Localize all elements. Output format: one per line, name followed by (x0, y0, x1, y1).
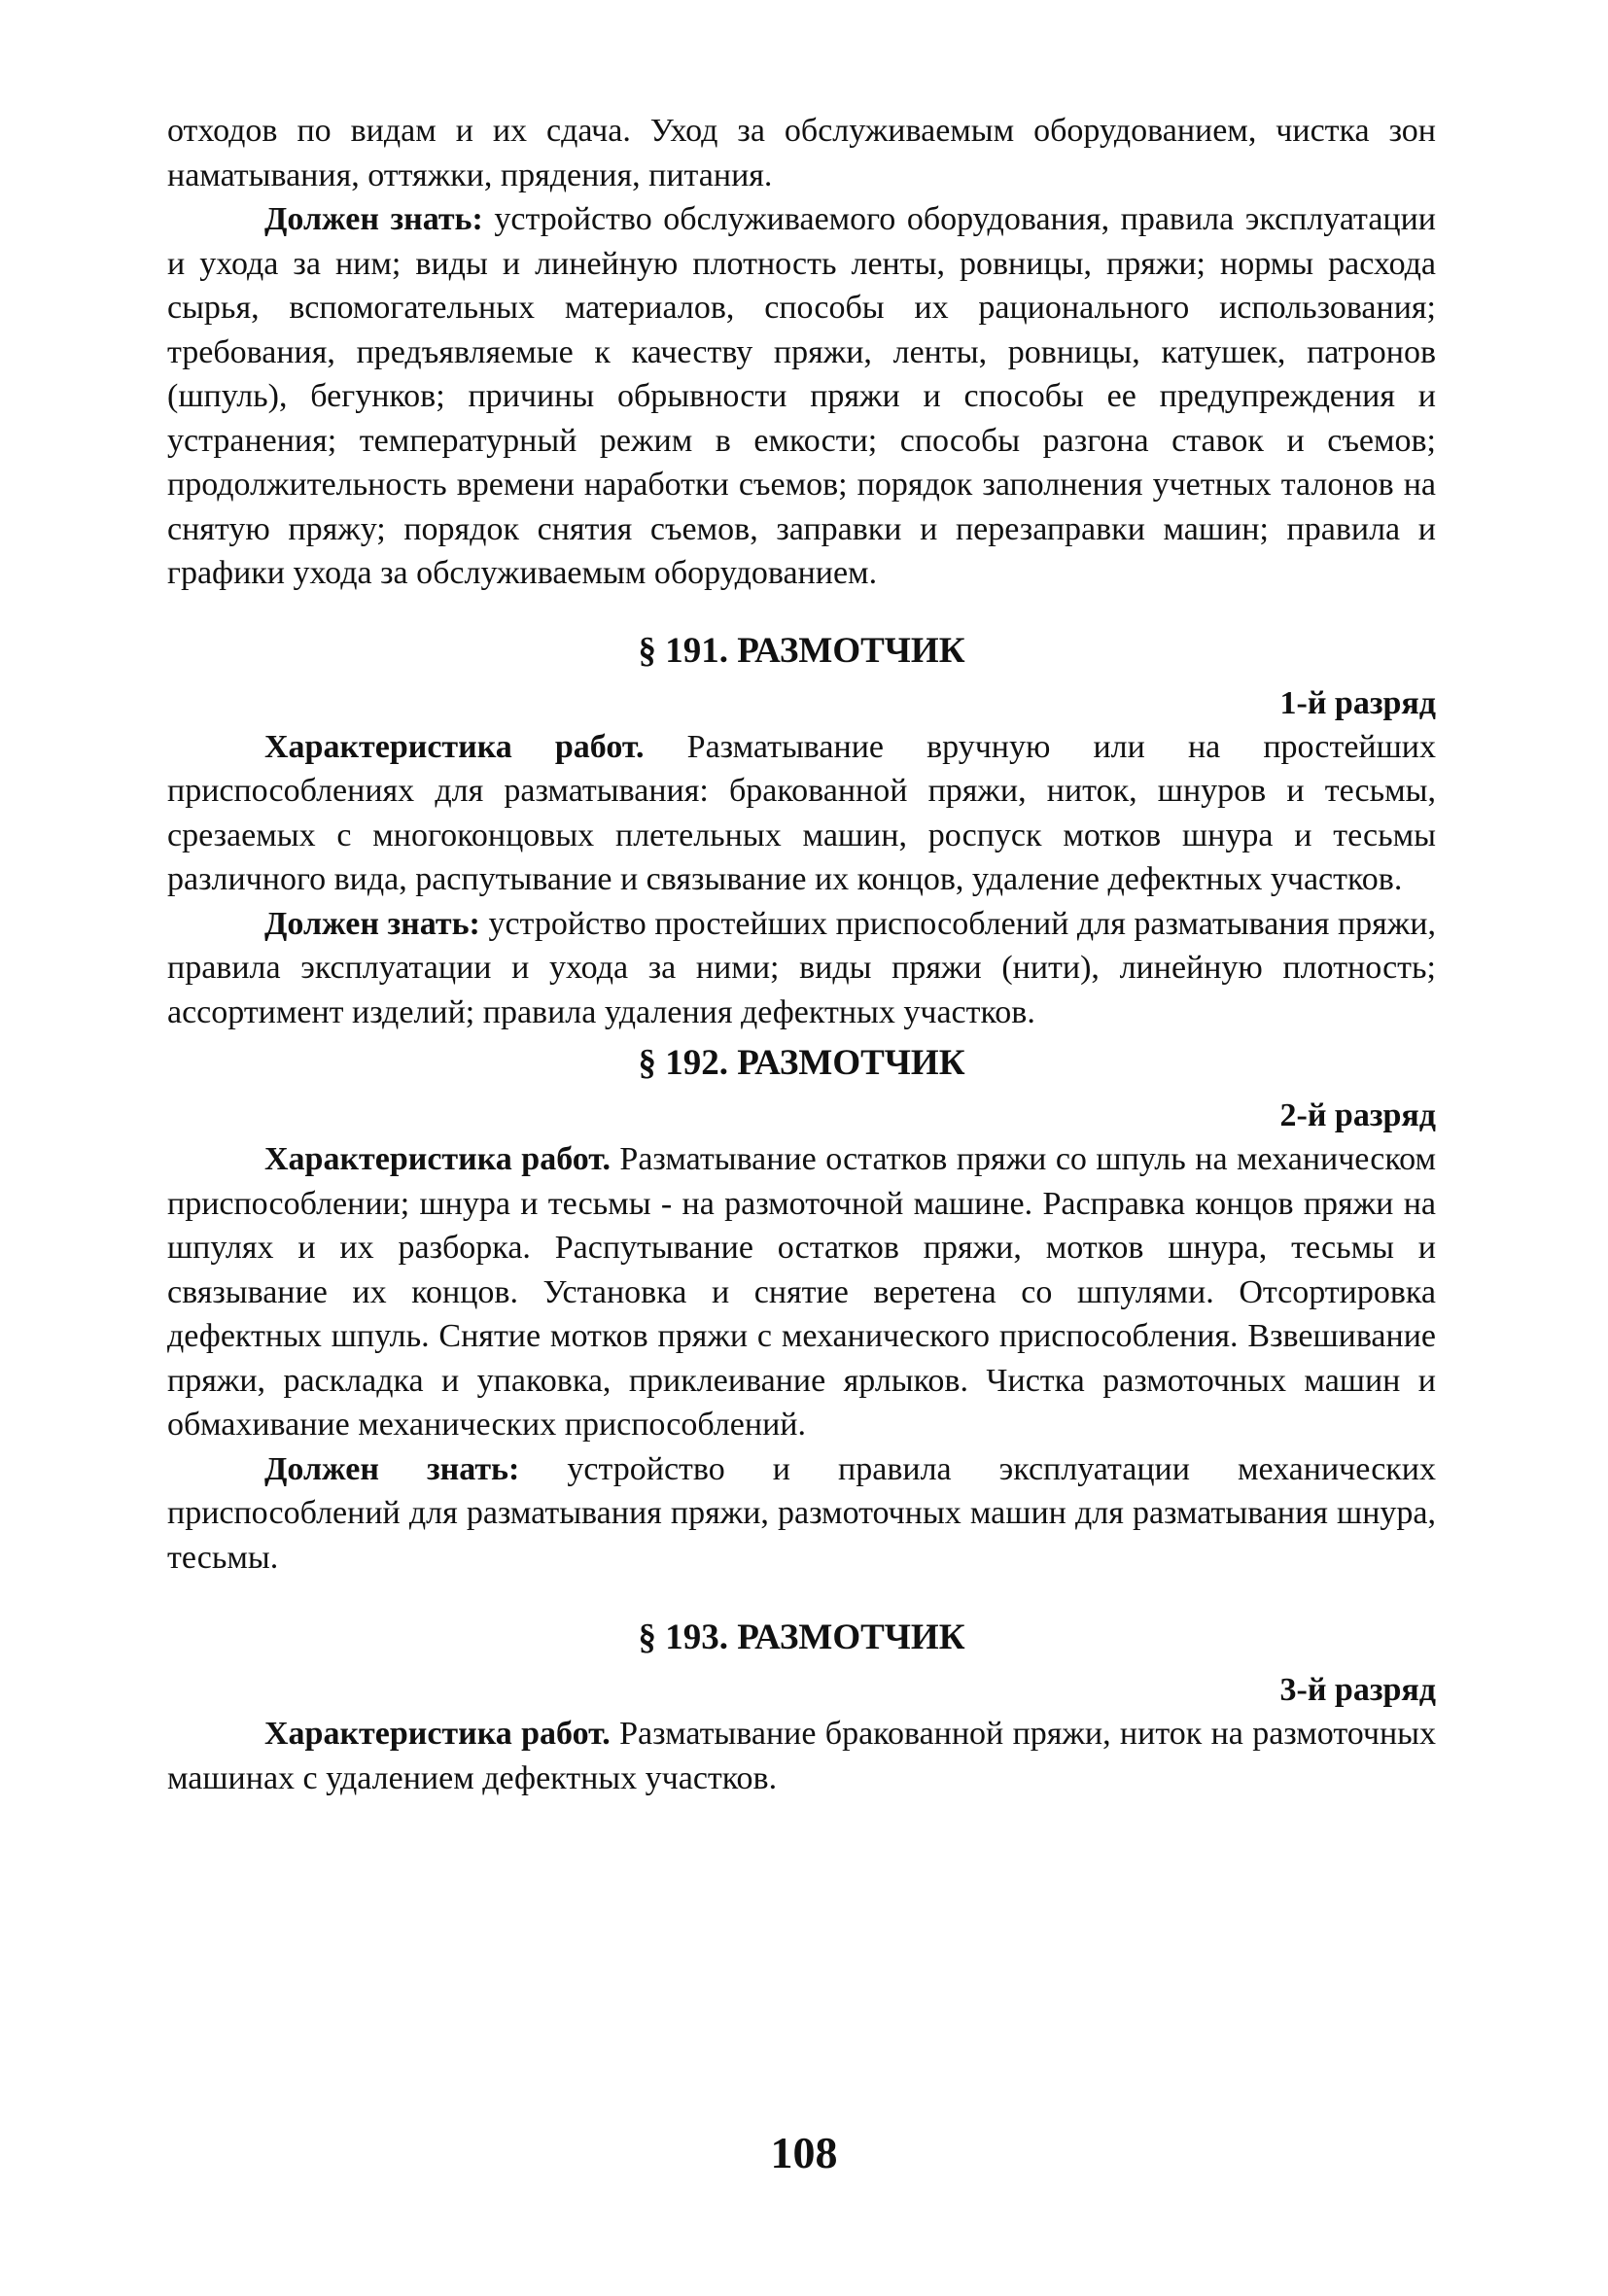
knowledge-text: устройство и правила эксплуатации механических приспособлений для разматывания пряжи, размоточных машин для разматывания шнура, тесьмы. (167, 1450, 1436, 1576)
characteristics-paragraph-192 (167, 1137, 1436, 1447)
grade-label-192: 2-й разряд (1279, 1097, 1436, 1133)
knowledge-label: Должен знать: (264, 905, 480, 942)
characteristics-text: Разматывание бракованной пряжи, ниток на размоточных машинах с удалением дефектных участков. (167, 1716, 1436, 1796)
knowledge-text: устройство обслуживаемого оборудования, правила эксплуатации и ухода за ним; виды и линейную плотность ленты, ровницы, пряжи; нормы расхода сырья, вспомогательных материалов, способы их рационального использования; требования, предъявляемые к качеству пряжи, ленты, ровницы, катушек, патронов (шпуль), бегунков; причины обрывности пряжи и способы ее предупреждения и устранения; температурный режим в емкости; способы разгона ставок и съемов; продолжительность времени наработки съемов; порядок заполнения учетных талонов на снятую пряжу; порядок снятия съемов, заправки и перезаправки машин; правила и графики ухода за обслуживаемым оборудованием. (167, 201, 1436, 591)
document-page (167, 109, 1436, 1800)
knowledge-text: устройство простейших приспособлений для разматывания пряжи, правила эксплуатации и ухода за ними; виды пряжи (нити), линейную плотность; ассортимент изделий; правила удаления дефектных участков. (167, 905, 1436, 1030)
characteristics-paragraph-191 (167, 725, 1436, 902)
characteristics-label: Характеристика работ. (264, 1716, 611, 1752)
characteristics-text: Разматывание вручную или на простейших приспособлениях для разматывания: бракованной пряжи, ниток, шнуров и тесьмы, срезаемых с многоконцовых плетельных машин, роспуск мотков шнура и тесьмы различного вида, распутывание и связывание их концов, удаление дефектных участков. (167, 728, 1436, 897)
intro-paragraph: отходов по видам и их сдача. Уход за обслуживаемым оборудованием, чистка зон наматывания, оттяжки, прядения, питания. (167, 113, 1436, 193)
characteristics-label: Характеристика работ. (264, 728, 645, 765)
characteristics-paragraph-193 (167, 1712, 1436, 1800)
knowledge-label: Должен знать: (264, 201, 483, 237)
section-heading-193: § 193. РАЗМОТЧИК (638, 1618, 965, 1657)
knowledge-paragraph-192 (167, 1447, 1436, 1581)
characteristics-text: Разматывание остатков пряжи со шпуль на механическом приспособлении; шнура и тесьмы - на размоточной машине. Расправка концов пряжи на шпулях и их разборка. Распутывание остатков пряжи, мотков шнура, тесьмы и связывание их концов. Установка и снятие веретена со шпулями. Отсортировка дефектных шпуль. Снятие мотков пряжи с механического приспособления. Взвешивание пряжи, раскладка и упаковка, приклеивание ярлыков. Чистка размоточных машин и обмахивание механических приспособлений. (167, 1141, 1436, 1443)
characteristics-label: Характеристика работ. (264, 1141, 611, 1177)
page-number: 108 (770, 2128, 838, 2177)
section-heading-192: § 192. РАЗМОТЧИК (638, 1043, 965, 1083)
grade-label-191: 1-й разряд (1279, 684, 1436, 721)
knowledge-paragraph-191 (167, 902, 1436, 1035)
intro-knowledge-paragraph (167, 197, 1436, 596)
grade-label-193: 3-й разряд (1279, 1672, 1436, 1708)
knowledge-label: Должен знать: (264, 1450, 520, 1487)
section-heading-191: § 191. РАЗМОТЧИК (638, 630, 965, 671)
